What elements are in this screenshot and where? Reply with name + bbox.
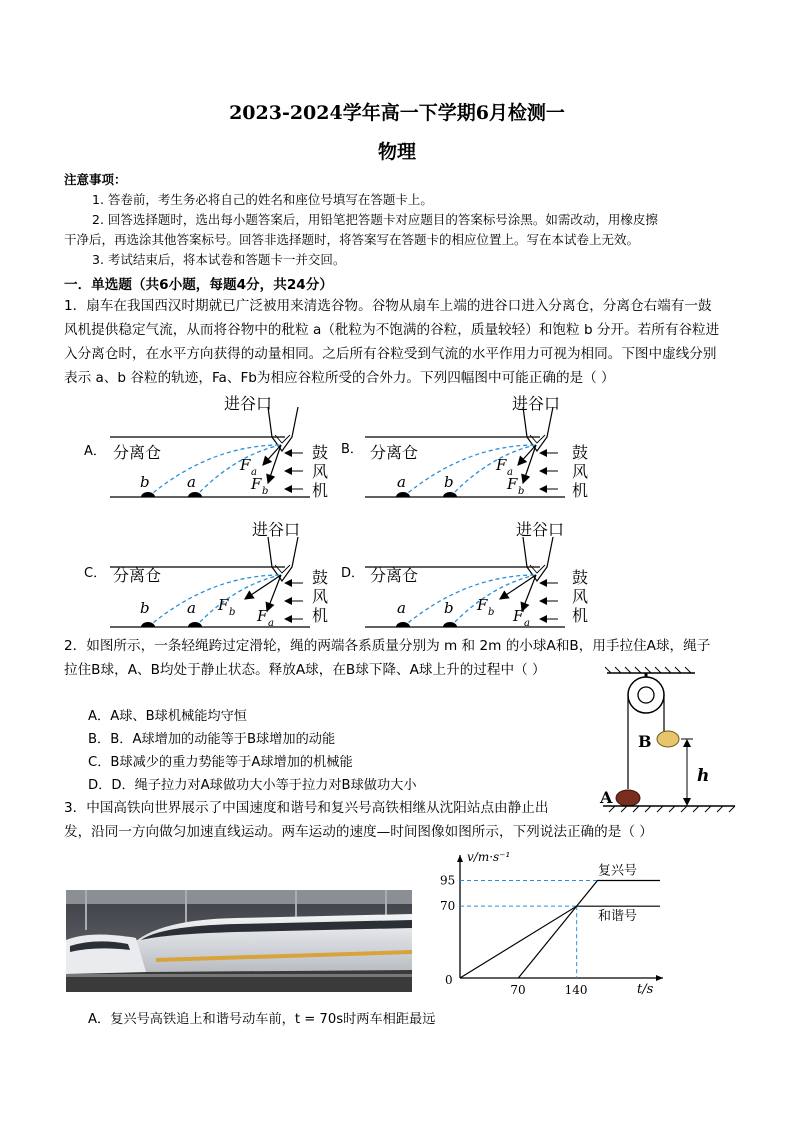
grain-label: a [397,599,406,617]
q1-diagram [0,385,794,630]
notice-item: 1. 答卷前，考生务必将自己的姓名和座位号填写在答题卡上。 [92,192,433,207]
question-1-line: 表示 a、b 谷粒的轨迹，Fa、Fb为相应谷粒所受的合外力。下列四幅图中可能正确的是（ ） [64,370,615,386]
inlet-label: 进谷口 [252,520,301,539]
chamber-label: 分离仓 [370,566,419,585]
inlet-label: 进谷口 [516,520,565,539]
blower-label: 风 [572,587,589,606]
subject-title: 物理 [377,141,416,163]
question-3-line: 3．中国高铁向世界展示了中国速度和谐号和复兴号高铁相继从沈阳站点由静止出 [64,800,549,816]
train-photo [66,890,412,992]
force-subscript: a [268,618,274,629]
question-2-option: B．B．A球增加的动能等于B球增加的动能 [88,732,336,747]
y-tick-label: 70 [440,899,456,914]
force-subscript: b [229,607,236,618]
notice-item: 干净后，再选涂其他答案标号。回答非选择题时，将答案写在答题卡的相应位置上。写在本试卷上无效。 [64,232,640,247]
pulley-figure [595,665,745,815]
y-tick-label: 95 [440,873,456,888]
force-subscript: a [251,467,257,478]
question-1-line: 入分离仓时，在水平方向获得的动量相同。之后所有谷粒受到气流的水平作用力可视为相同。下图中虚线分别 [64,346,717,362]
question-2-line: 2．如图所示，一条轻绳跨过定滑轮，绳的两端各系质量分别为 m 和 2m 的小球A和B，用手拉住A球，绳子 [64,638,711,654]
question-1-line: 风机提供稳定气流，从而将谷物中的秕粒 a（秕粒为不饱满的谷粒，质量较轻）和饱粒 b 分开。若所有谷粒进 [64,322,720,338]
grain-label: b [140,473,150,491]
grain-label: b [444,473,454,491]
question-3-line: 发，沿同一方向做匀加速直线运动。两车运动的速度—时间图像如图所示，下列说法正确的是（ ） [64,824,653,840]
force-label: F [251,475,262,493]
x-axis-label: t/s [637,982,654,995]
force-label: F [507,475,518,493]
force-subscript: a [524,618,530,629]
chamber-label: 分离仓 [113,443,162,462]
inlet-label: 进谷口 [224,394,273,413]
x-tick-label: 70 [510,983,526,995]
blower-label: 鼓 [572,568,589,587]
force-label: F [240,456,251,474]
option-label: A． [84,444,106,459]
series-label: 复兴号 [598,863,638,879]
section-heading: 一．单选题（共6小题，每题4分，共24分） [64,277,333,293]
blower-label: 风 [572,462,589,481]
y-axis-label: v/m·s⁻¹ [467,850,511,864]
origin-label: 0 [445,973,453,987]
chamber-label: 分离仓 [370,443,419,462]
question-2-option: D．D．绳子拉力对A球做功大小等于拉力对B球做功大小 [88,778,417,793]
blower-label: 风 [312,462,329,481]
force-label: F [257,607,268,625]
grain-label: a [187,473,196,491]
question-1-line: 1．扇车在我国西汉时期就已广泛被用来清选谷物。谷物从扇车上端的进谷口进入分离仓，分离仓右端有一鼓 [64,298,712,314]
question-2-option: C．B球减少的重力势能等于A球增加的机械能 [88,755,353,770]
grain-label: b [140,599,150,617]
blower-label: 机 [312,606,329,625]
question-2-option: A．A球、B球机械能均守恒 [88,709,247,724]
force-subscript: b [262,486,269,497]
grain-label: b [444,599,454,617]
force-label: F [218,596,229,614]
option-label: C． [84,566,107,581]
question-2-line: 拉住B球，A、B均处于静止状态。释放A球，在B球下降、A球上升的过程中（ ） [64,662,546,678]
blower-label: 鼓 [572,443,589,462]
page-title: 2023-2024学年高一下学期6月检测一 [229,102,565,124]
blower-label: 鼓 [312,443,329,462]
ball-a-label: A [600,788,613,807]
question-3-option: A．复兴号高铁追上和谐号动车前，t = 70s时两车相距最远 [88,1012,436,1027]
x-tick-label: 140 [564,983,588,995]
blower-label: 鼓 [312,568,329,587]
inlet-label: 进谷口 [512,394,561,413]
chamber-label: 分离仓 [113,566,162,585]
vt-chart [425,845,675,995]
force-label: F [513,607,524,625]
force-subscript: b [488,607,495,618]
option-label: B． [341,442,363,457]
series-label: 和谐号 [598,909,638,925]
force-subscript: b [518,486,525,497]
ball-b-label: B [638,732,652,751]
blower-label: 风 [312,587,329,606]
blower-label: 机 [312,481,329,500]
blower-label: 机 [572,481,589,500]
grain-label: a [397,473,406,491]
notice-item: 3. 考试结束后，将本试卷和答题卡一并交回。 [92,252,346,267]
notice-heading: 注意事项： [64,172,127,187]
force-subscript: a [507,467,513,478]
blower-label: 机 [572,606,589,625]
option-label: D． [341,566,365,581]
force-label: F [477,596,488,614]
height-label: h [697,766,710,786]
force-label: F [496,456,507,474]
grain-label: a [187,599,196,617]
notice-item: 2. 回答选择题时，选出每小题答案后，用铅笔把答题卡对应题目的答案标号涂黑。如需改动，用橡皮擦 [92,212,658,227]
